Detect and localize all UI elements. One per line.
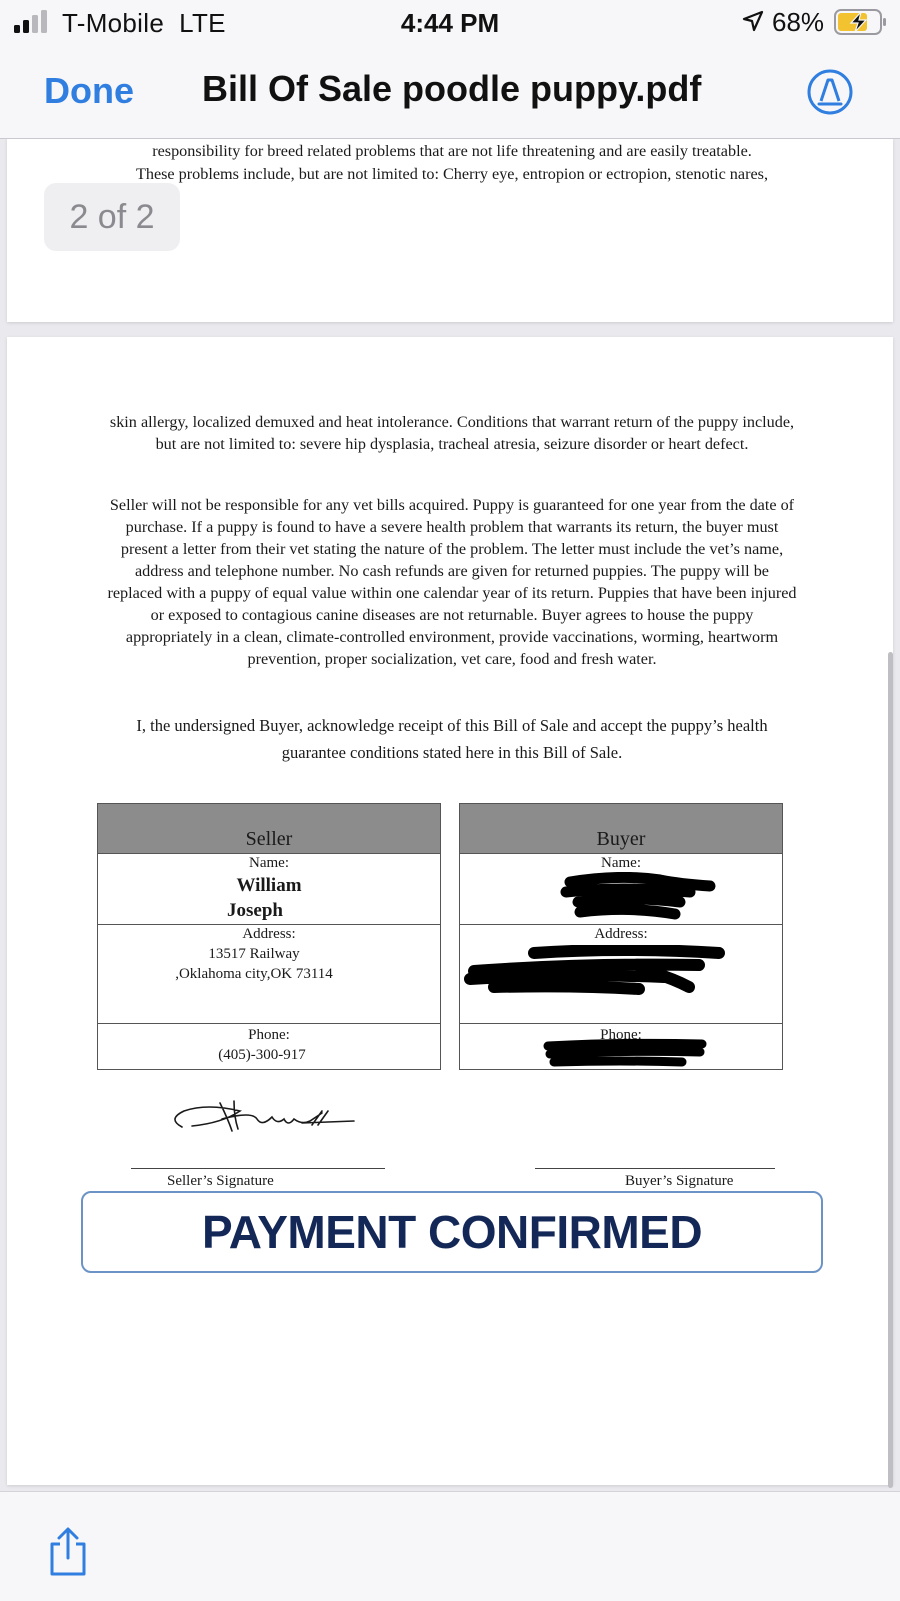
markup-pen-circle-icon[interactable]: [806, 68, 854, 116]
scroll-indicator[interactable]: [888, 652, 893, 1488]
page-indicator: 2 of 2: [44, 183, 180, 251]
seller-table: [97, 803, 441, 1070]
seller-phone-label: Phone:: [248, 1027, 290, 1043]
acknowledgement-paragraph: I, the undersigned Buyer, acknowledge receipt of this Bill of Sale and accept the puppy’s health guarantee conditions stated here in this Bill of Sale.: [136, 716, 768, 762]
seller-name-first: William: [236, 875, 302, 896]
health-conditions-paragraph: skin allergy, localized demuxed and heat intolerance. Conditions that warrant return of the puppy include, but are not limited to: severe hip dysplasia, tracheal atresia, seizure disorder or heart defect.: [109, 413, 795, 453]
buyer-phone-label: Phone:: [600, 1027, 642, 1043]
battery-percentage: 68%: [772, 7, 825, 37]
seller-address-label: Address:: [242, 926, 296, 942]
buyer-signature-line: [535, 1168, 775, 1169]
status-time: 4:44 PM: [400, 8, 500, 38]
seller-signature-line: [131, 1168, 385, 1169]
battery-charging-icon: [834, 9, 888, 35]
buyer-signature-label: Buyer’s Signature: [625, 1173, 734, 1189]
seller-signature-image: [162, 1089, 362, 1139]
seller-address-line2: ,Oklahoma city,OK 73114: [175, 966, 333, 982]
redaction-scribble: [464, 945, 726, 997]
pdf-page-2: [7, 337, 893, 1485]
redaction-scribble: [560, 872, 720, 924]
status-bar: [0, 0, 900, 46]
seller-name-cell: [98, 854, 441, 925]
location-arrow-icon: [742, 10, 764, 32]
buyer-name-cell: [460, 854, 783, 925]
buyer-table: [459, 803, 783, 1070]
seller-address-line1: 13517 Railway: [208, 946, 300, 962]
seller-address-cell: [98, 925, 441, 1024]
buyer-header: Buyer: [460, 804, 783, 854]
buyer-name-label: Name:: [601, 855, 641, 871]
share-icon[interactable]: [46, 1526, 90, 1578]
seller-header: Seller: [98, 804, 441, 854]
redaction-scribble: [542, 1034, 712, 1070]
payment-confirmed-text: PAYMENT CONFIRMED: [201, 1206, 703, 1258]
carrier-label: T-Mobile LTE: [62, 8, 226, 38]
bottom-toolbar: [0, 1491, 900, 1601]
seller-name-last: Joseph: [227, 900, 283, 921]
buyer-address-label: Address:: [594, 926, 648, 942]
seller-name-label: Name:: [249, 855, 289, 871]
document-title: Bill Of Sale poodle puppy.pdf: [202, 68, 702, 109]
buyer-phone-cell: [460, 1024, 783, 1070]
page1-text: [107, 140, 797, 185]
seller-phone-cell: [98, 1024, 441, 1070]
seller-phone: (405)-300-917: [218, 1047, 306, 1063]
seller-signature-label: Seller’s Signature: [167, 1173, 274, 1189]
payment-confirmed-stamp: [81, 1191, 823, 1273]
done-button[interactable]: Done: [44, 70, 134, 111]
buyer-address-cell: [460, 925, 783, 1024]
navigation-bar: [0, 46, 900, 139]
page1-line: responsibility for breed related problems that are not life threatening and are easily treatable.: [152, 142, 752, 160]
page1-line: These problems include, but are not limited to: Cherry eye, entropion or ectropion, stenotic nares,: [135, 164, 769, 183]
guarantee-paragraph: Seller will not be responsible for any vet bills acquired. Puppy is guaranteed for one year from the date of purchase. If a puppy is found to have a severe health problem that warrants its return, the buyer must present a letter from their vet stating the nature of the problem. The letter must include the vet’s name, address and telephone number. No cash refunds are given for returned puppies. The puppy will be replaced with a puppy of equal value within one calendar year of its return. Puppies that have been injured or exposed to contagious canine diseases are not returnable. Buyer agrees to house the puppy appropriately in a clean, climate-controlled environment, provide vaccinations, worming, heartworm prevention, proper socialization, vet care, food and fresh water.: [107, 496, 797, 668]
